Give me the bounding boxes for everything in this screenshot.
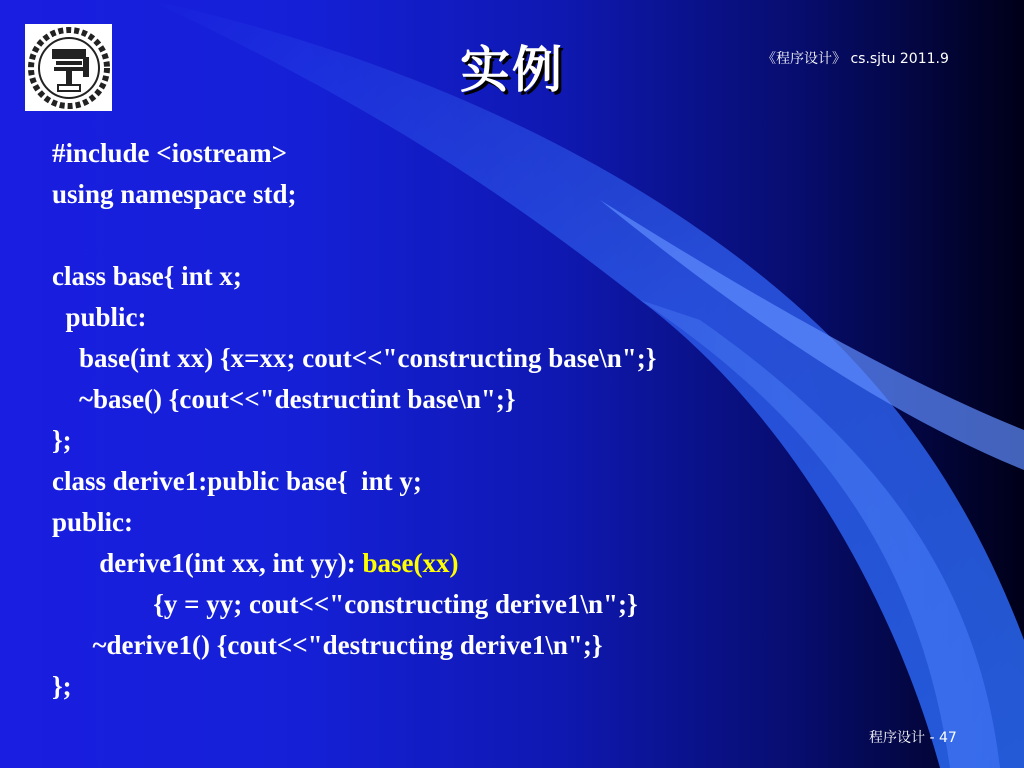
code-line bbox=[52, 174, 656, 215]
code-line bbox=[52, 543, 656, 584]
code-line bbox=[52, 502, 656, 543]
code-text: class base{ int x; bbox=[52, 261, 242, 291]
code-text: public: bbox=[52, 507, 134, 537]
course-header-note: 《程序设计》 cs.sjtu 2011.9 bbox=[762, 51, 949, 67]
code-line bbox=[52, 215, 656, 256]
code-text: derive1(int xx, int yy): bbox=[52, 548, 363, 578]
code-text: base(int xx) {x=xx; cout<<"constructing base\n";} bbox=[52, 343, 657, 373]
slide-footer: 程序设计 - 47 bbox=[869, 730, 957, 746]
code-highlight: base(xx) bbox=[362, 548, 459, 578]
code-text: }; bbox=[52, 671, 72, 701]
code-line bbox=[52, 584, 656, 625]
code-line bbox=[52, 379, 656, 420]
code-text: ~derive1() {cout<<"destructing derive1\n";} bbox=[52, 630, 603, 660]
slide-title: 实例 bbox=[460, 41, 564, 99]
code-line bbox=[52, 625, 656, 666]
code-text: }; bbox=[52, 425, 72, 455]
code-text: using namespace std; bbox=[52, 179, 297, 209]
code-line bbox=[52, 461, 656, 502]
code-line bbox=[52, 256, 656, 297]
code-line bbox=[52, 297, 656, 338]
code-text: class derive1:public base{ int y; bbox=[52, 466, 422, 496]
code-block bbox=[52, 133, 656, 707]
code-text: {y = yy; cout<<"constructing derive1\n";} bbox=[52, 589, 638, 619]
code-text: ~base() {cout<<"destructint base\n";} bbox=[52, 384, 516, 414]
code-line bbox=[52, 420, 656, 461]
code-line bbox=[52, 666, 656, 707]
code-line bbox=[52, 133, 656, 174]
code-text: #include <iostream> bbox=[52, 138, 288, 168]
code-text: public: bbox=[52, 302, 147, 332]
code-line bbox=[52, 338, 656, 379]
